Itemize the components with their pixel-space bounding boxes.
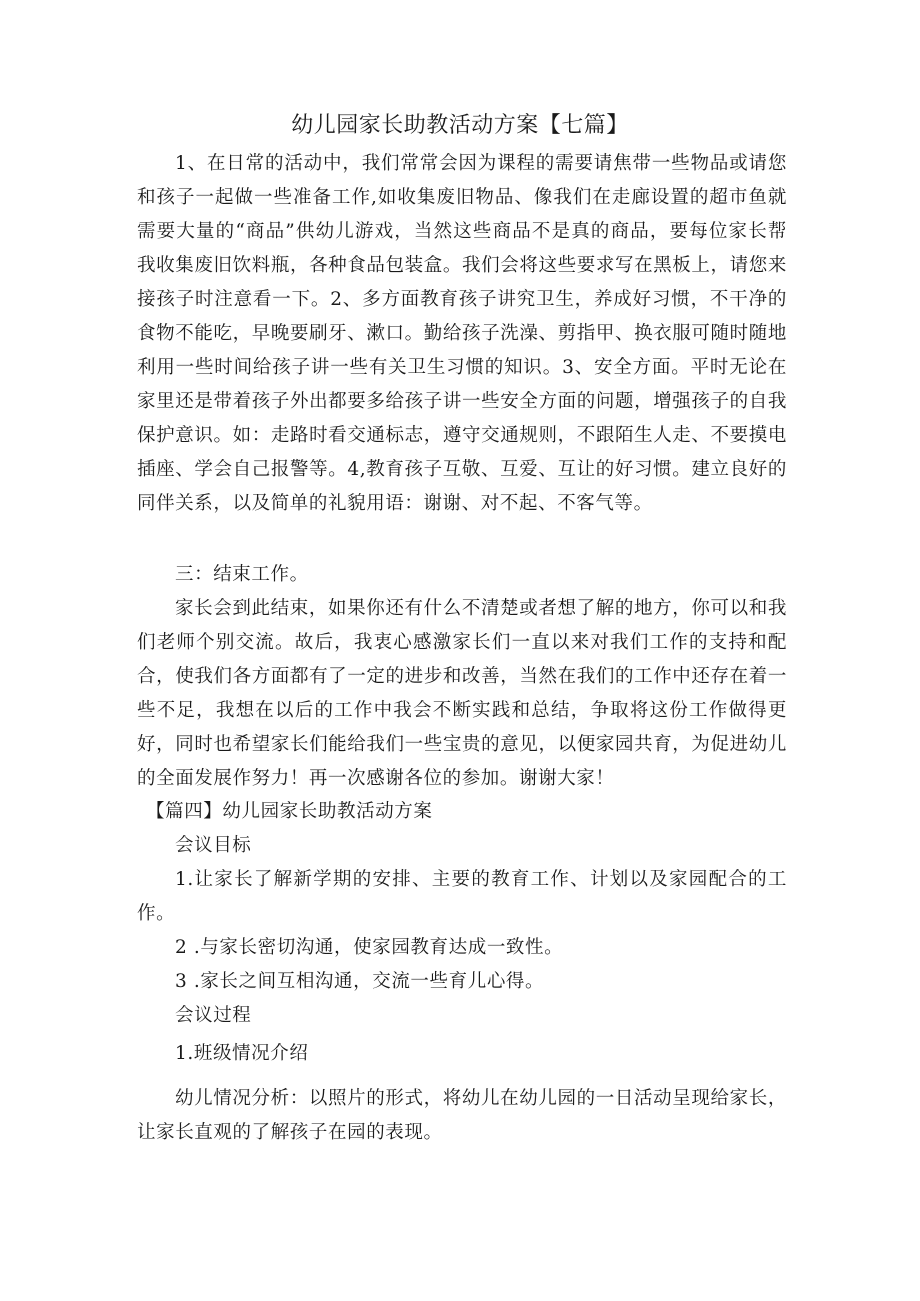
subheading-meeting-process: 会议过程 bbox=[175, 1005, 252, 1026]
paragraph-parent-tips: 1、在日常的活动中，我们常常会因为课程的需要请焦带一些物品或请您和孩子一起做一些准备工作,如收集废旧物品、像我们在走廊设置的超市鱼就需要大量的“商品”供幼儿游戏，当然这些商品不是真的商品，要每位家长帮我收集废旧饮料瓶，各种食品包装盒。我们会将这些要求写在黑板上，请您来接孩子时注意看一下。2、多方面教育孩子讲究卫生，养成好习惯，不干净的食物不能吃，早晚要刷牙、漱口。勤给孩子洗澡、剪指甲、换衣服可随时随地利用一些时间给孩子讲一些有关卫生习惯的知识。3、安全方面。平时无论在家里还是带着孩子外出都要多给孩子讲一些安全方面的问题，增强孩子的自我保护意识。如：走路时看交通标志，遵守交通规则，不跟陌生人走、不要摸电插座、学会自己报警等。4,教育孩子互敬、互爱、互让的好习惯。建立良好的同伴关系，以及简单的礼貌用语：谢谢、对不起、不客气等。 bbox=[137, 153, 787, 514]
goal-item-2: 2 .与家长密切沟通，使家园教育达成一致性。 bbox=[175, 937, 564, 958]
goal-item-3: 3 .家长之间互相沟通，交流一些育儿心得。 bbox=[175, 971, 545, 992]
section-heading-part-four: 【篇四】幼儿园家长助教活动方案 bbox=[146, 801, 433, 822]
goal-item-1: 1.让家长了解新学期的安排、主要的教育工作、计划以及家园配合的工作。 bbox=[137, 869, 787, 924]
subheading-meeting-goals: 会议目标 bbox=[175, 835, 252, 856]
paragraph-section-end: 三：结束工作。 bbox=[175, 564, 309, 585]
document-title: 幼儿园家长助教活动方案【七篇】 bbox=[291, 113, 629, 138]
paragraph-child-analysis: 幼儿情况分析：以照片的形式，将幼儿在幼儿园的一日活动呈现给家长，让家长直观的了解孩子在园的表现。 bbox=[137, 1088, 787, 1143]
process-item-1: 1.班级情况介绍 bbox=[175, 1043, 309, 1064]
paragraph-closing: 家长会到此结束，如果你还有什么不清楚或者想了解的地方，你可以和我们老师个别交流。故后，我衷心感激家长们一直以来对我们工作的支持和配合，使我们各方面都有了一定的进步和改善，当然在我们的工作中还存在着一些不足，我想在以后的工作中我会不断实践和总结，争取将这份工作做得更好，同时也希望家长们能给我们一些宝贵的意见，以便家园共育，为促进幼儿的全面发展作努力！再一次感谢各位的参加。谢谢大家！ bbox=[137, 598, 787, 789]
